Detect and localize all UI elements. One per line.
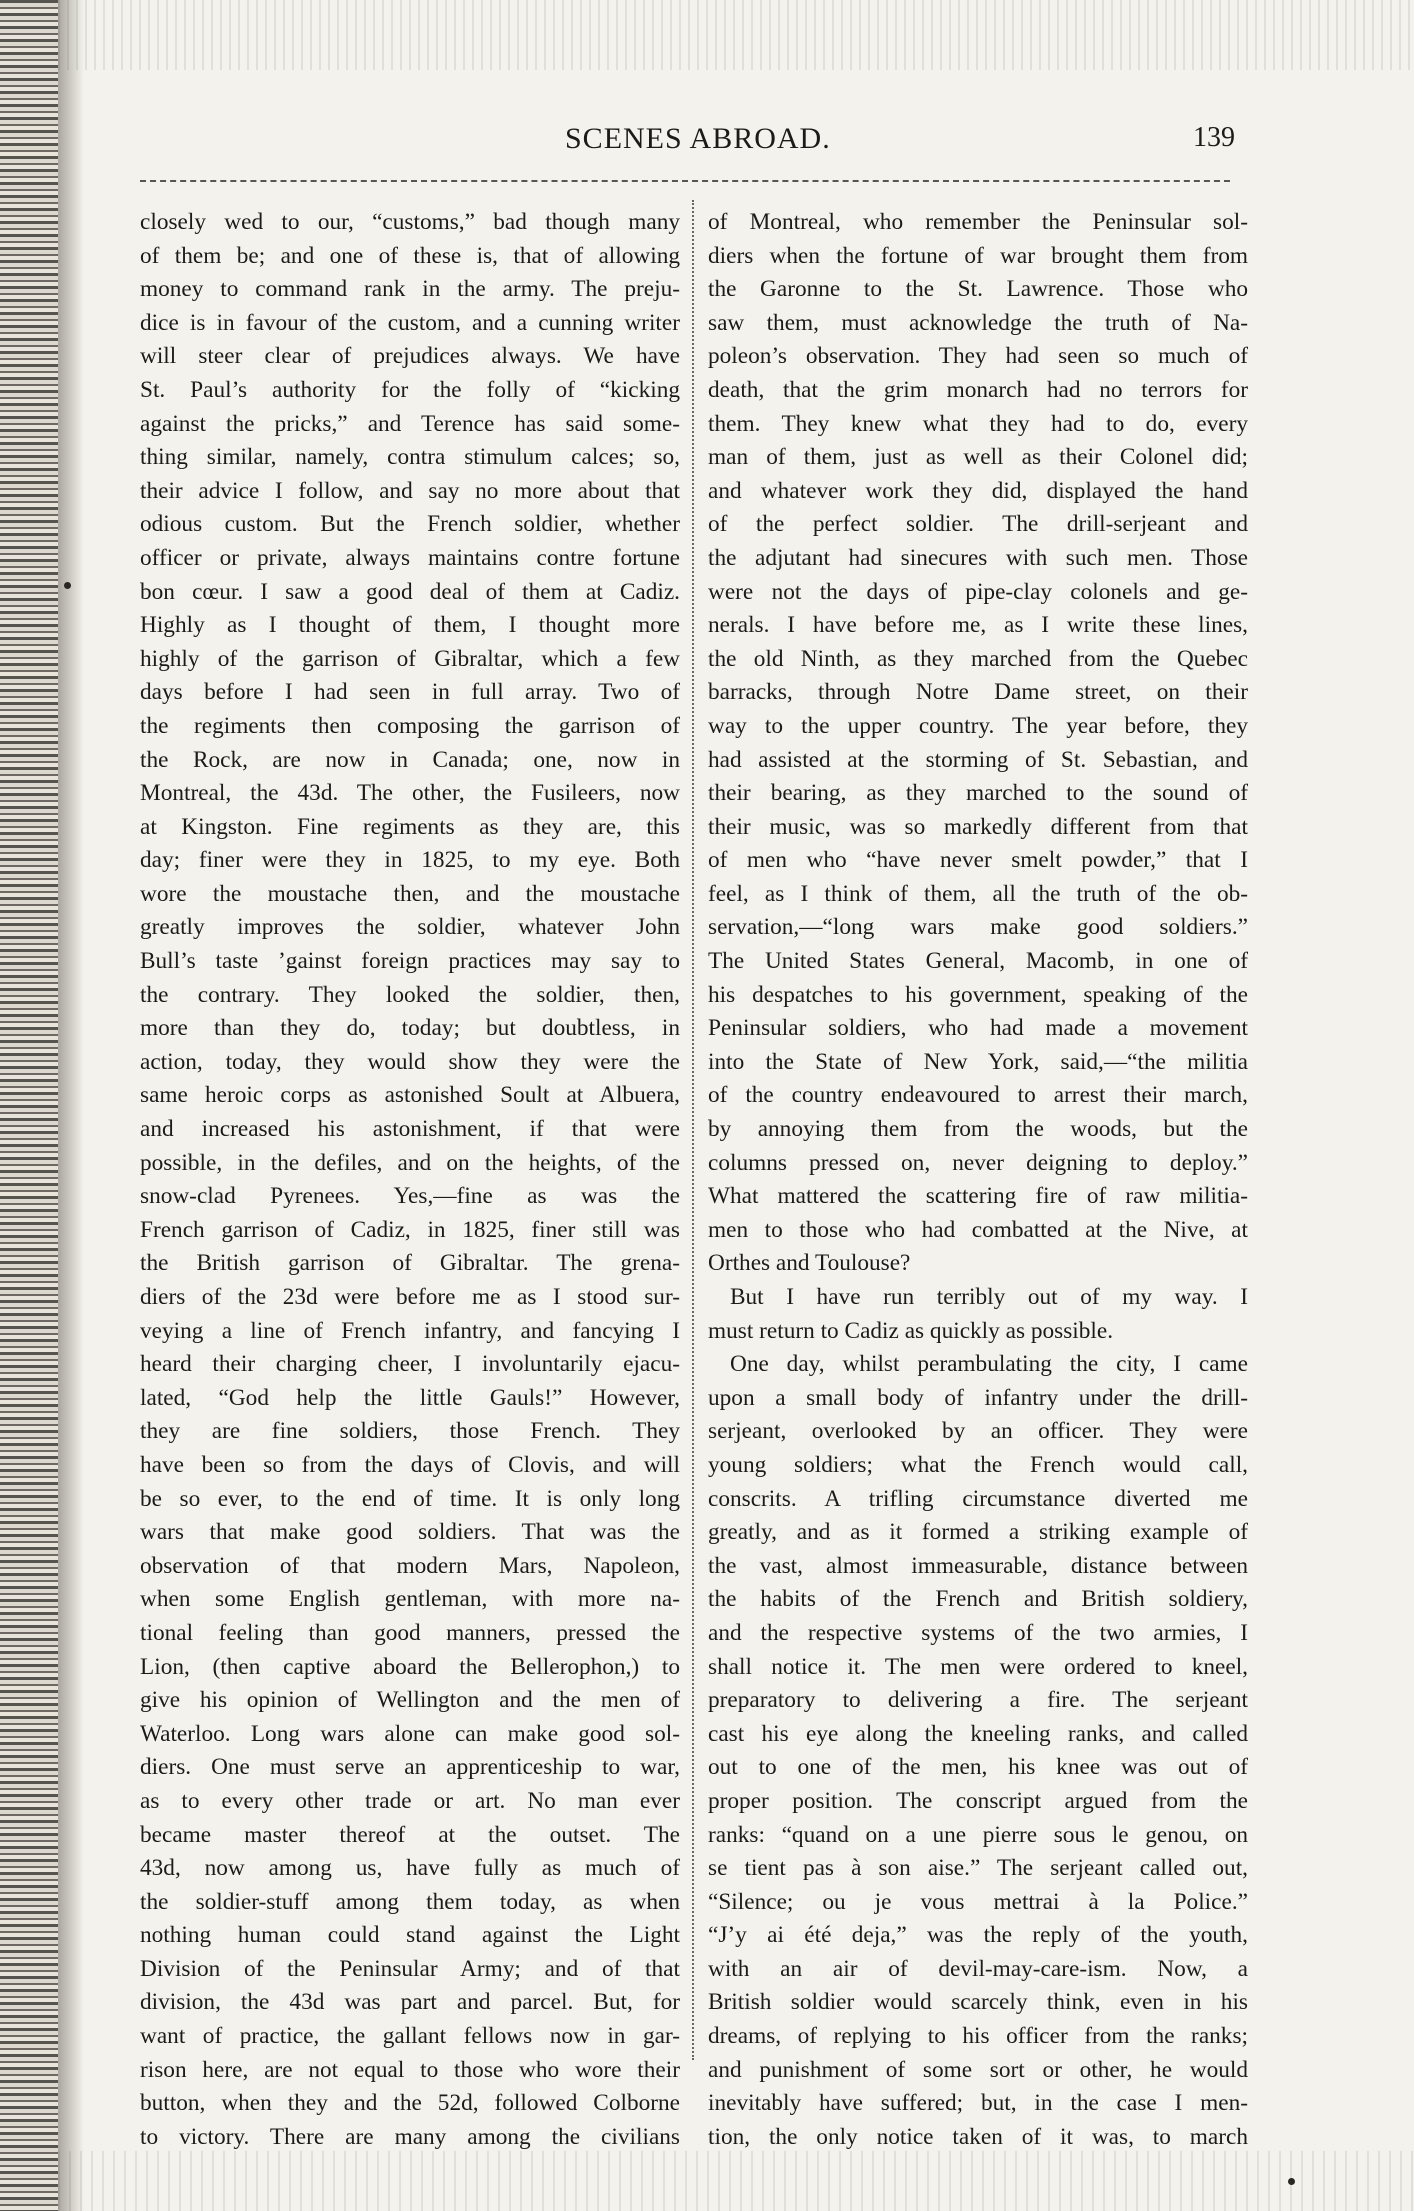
text-line: their advice I follow, and say no more about that	[140, 477, 680, 504]
text-line: dreams, of replying to his officer from the ranks;	[708, 2023, 1248, 2050]
text-line: bon cœur. I saw a good deal of them at Cadiz.	[140, 578, 680, 605]
text-line: highly of the garrison of Gibraltar, which a few	[140, 645, 680, 672]
text-line: his despatches to his government, speaking of the	[708, 981, 1248, 1008]
text-line: by annoying them from the woods, but the	[708, 1116, 1248, 1143]
text-line: of them be; and one of these is, that of allowing	[140, 242, 680, 269]
text-line: saw them, must acknowledge the truth of Na-	[708, 309, 1248, 336]
text-line: to victory. There are many among the civilians	[140, 2123, 680, 2150]
scan-speck	[1288, 2178, 1295, 2185]
text-line: The United States General, Macomb, in one of	[708, 948, 1248, 975]
text-line: shall notice it. The men were ordered to kneel,	[708, 1653, 1248, 1680]
text-line: death, that the grim monarch had no terrors for	[708, 376, 1248, 403]
text-line: feel, as I think of them, all the truth of the ob-	[708, 880, 1248, 907]
text-line: wars that make good soldiers. That was the	[140, 1519, 680, 1546]
text-line: upon a small body of infantry under the drill-	[708, 1384, 1248, 1411]
text-line: preparatory to delivering a fire. The serjeant	[708, 1687, 1248, 1714]
text-line: and increased his astonishment, if that were	[140, 1116, 680, 1143]
text-line: cast his eye along the kneeling ranks, and called	[708, 1720, 1248, 1747]
page-header	[135, 122, 1235, 166]
text-line: with an air of devil-may-care-ism. Now, a	[708, 1955, 1248, 1982]
text-line: the Garonne to the St. Lawrence. Those who	[708, 276, 1248, 303]
text-line: odious custom. But the French soldier, whether	[140, 511, 680, 538]
text-line: lated, “God help the little Gauls!” However,	[140, 1384, 680, 1411]
text-line: Highly as I thought of them, I thought more	[140, 612, 680, 639]
text-line: ranks: “quand on a une pierre sous le genou, on	[708, 1821, 1248, 1848]
text-line: had assisted at the storming of St. Sebastian, and	[708, 746, 1248, 773]
text-line: button, when they and the 52d, followed Colborne	[140, 2090, 680, 2117]
text-line: their music, was so markedly different from that	[708, 813, 1248, 840]
page-number: 139	[1193, 122, 1235, 153]
text-line: nerals. I have before me, as I write these lines,	[708, 612, 1248, 639]
text-line: officer or private, always maintains contre fortune	[140, 544, 680, 571]
text-line: British soldier would scarcely think, even in his	[708, 1989, 1248, 2016]
text-line: same heroic corps as astonished Soult at Albuera,	[140, 1082, 680, 1109]
text-line: will steer clear of prejudices always. We have	[140, 343, 680, 370]
text-line: day; finer were they in 1825, to my eye. Both	[140, 847, 680, 874]
text-line: give his opinion of Wellington and the men of	[140, 1687, 680, 1714]
text-line: serjeant, overlooked by an officer. They were	[708, 1418, 1248, 1445]
text-line: closely wed to our, “customs,” bad though many	[140, 209, 680, 235]
text-line: have been so from the days of Clovis, and will	[140, 1451, 680, 1478]
text-line: of men who “have never smelt powder,” that I	[708, 847, 1248, 874]
text-line: they are fine soldiers, those French. They	[140, 1418, 680, 1445]
text-line: “Silence; ou je vous mettrai à la Police.”	[708, 1888, 1248, 1915]
text-line: must return to Cadiz as quickly as possible.	[708, 1317, 1114, 1344]
text-line: possible, in the defiles, and on the heights, of the	[140, 1149, 680, 1176]
text-line: diers of the 23d were before me as I stood sur-	[140, 1284, 680, 1310]
text-line: inevitably have suffered; but, in the case I men-	[708, 2090, 1248, 2117]
text-line: se tient pas à son aise.” The serjeant called out,	[708, 1855, 1248, 1882]
text-line: want of practice, the gallant fellows now in gar-	[140, 2023, 680, 2050]
text-line: and the respective systems of the two armies, I	[708, 1619, 1248, 1646]
text-line: out to one of the men, his knee was out of	[708, 1754, 1248, 1781]
text-line: and punishment of some sort or other, he would	[708, 2056, 1248, 2083]
text-line: Division of the Peninsular Army; and of that	[140, 1955, 680, 1982]
text-line: of the perfect soldier. The drill-serjeant and	[708, 511, 1248, 538]
running-head: SCENES ABROAD.	[565, 122, 831, 155]
text-line: observation of that modern Mars, Napoleon,	[140, 1552, 680, 1579]
text-line: servation,—“long wars make good soldiers.”	[708, 914, 1248, 941]
text-line: against the pricks,” and Terence has said some-	[140, 410, 680, 437]
text-line: their bearing, as they marched to the sound of	[708, 780, 1248, 807]
text-line: and whatever work they did, displayed the hand	[708, 477, 1248, 504]
book-binding-edge	[0, 0, 58, 2211]
text-line: poleon’s observation. They had seen so much of	[708, 343, 1248, 370]
gutter-shadow	[58, 0, 84, 2211]
text-line: the British garrison of Gibraltar. The grena-	[140, 1250, 680, 1277]
text-line: more than they do, today; but doubtless, in	[140, 1015, 680, 1042]
header-rule	[140, 180, 1230, 182]
text-line: the old Ninth, as they marched from the Quebec	[708, 645, 1248, 672]
text-line: thing similar, namely, contra stimulum calces; so,	[140, 444, 680, 471]
text-line: be so ever, to the end of time. It is only long	[140, 1485, 680, 1512]
text-line: were not the days of pipe-clay colonels and ge-	[708, 578, 1248, 605]
text-line: men to those who had combatted at the Nive, at	[708, 1216, 1248, 1243]
text-line: division, the 43d was part and parcel. But, for	[140, 1989, 680, 2016]
text-line: the vast, almost immeasurable, distance between	[708, 1552, 1248, 1579]
text-line: Orthes and Toulouse?	[708, 1250, 911, 1277]
text-line: Montreal, the 43d. The other, the Fusileers, now	[140, 780, 680, 807]
text-line: heard their charging cheer, I involuntarily ejacu-	[140, 1351, 680, 1378]
text-line: diers. One must serve an apprenticeship to war,	[140, 1754, 680, 1781]
text-line: action, today, they would show they were the	[140, 1048, 680, 1075]
text-line: barracks, through Notre Dame street, on their	[708, 679, 1248, 706]
text-line: the contrary. They looked the soldier, then,	[140, 981, 680, 1008]
text-line: But I have run terribly out of my way. I	[730, 1284, 1248, 1310]
text-line: tion, the only notice taken of it was, to march	[708, 2123, 1248, 2150]
text-line: proper position. The conscript argued from the	[708, 1787, 1248, 1814]
scan-noise-bottom	[58, 2151, 1414, 2211]
text-line: the soldier-stuff among them today, as when	[140, 1888, 680, 1915]
text-line: of the country endeavoured to arrest their march,	[708, 1082, 1248, 1109]
text-line: became master thereof at the outset. The	[140, 1821, 680, 1848]
text-line: One day, whilst perambulating the city, I came	[730, 1351, 1248, 1378]
text-line: veying a line of French infantry, and fancying I	[140, 1317, 680, 1344]
text-line: them. They knew what they had to do, every	[708, 410, 1248, 437]
text-line: the Rock, are now in Canada; one, now in	[140, 746, 680, 773]
text-line: way to the upper country. The year before, they	[708, 712, 1248, 739]
text-line: Lion, (then captive aboard the Bellerophon,) to	[140, 1653, 680, 1680]
text-line: days before I had seen in full array. Two of	[140, 679, 680, 706]
text-line: Waterloo. Long wars alone can make good sol-	[140, 1720, 680, 1747]
text-line: nothing human could stand against the Light	[140, 1922, 680, 1949]
text-line: “J’y ai été deja,” was the reply of the youth,	[708, 1922, 1248, 1949]
text-line: the adjutant had sinecures with such men. Those	[708, 544, 1248, 571]
text-line: man of them, just as well as their Colonel did;	[708, 444, 1248, 471]
text-line: the regiments then composing the garrison of	[140, 712, 680, 739]
text-line: greatly, and as it formed a striking example of	[708, 1519, 1248, 1546]
text-line: as to every other trade or art. No man ever	[140, 1787, 680, 1814]
text-line: St. Paul’s authority for the folly of “kicking	[140, 376, 680, 403]
text-line: money to command rank in the army. The preju-	[140, 276, 680, 303]
text-line: snow-clad Pyrenees. Yes,—fine as was the	[140, 1183, 680, 1210]
text-line: the habits of the French and British soldiery,	[708, 1586, 1248, 1613]
text-line: young soldiers; what the French would call,	[708, 1451, 1248, 1478]
text-line: French garrison of Cadiz, in 1825, finer still was	[140, 1216, 680, 1243]
scan-noise-top	[58, 0, 1414, 70]
scan-speck	[64, 582, 71, 589]
column-divider	[692, 200, 694, 2060]
text-line: diers when the fortune of war brought them from	[708, 242, 1248, 269]
text-line: tional feeling than good manners, pressed the	[140, 1619, 680, 1646]
text-line: Bull’s taste ’gainst foreign practices may say to	[140, 948, 680, 975]
text-line: columns pressed on, never deigning to deploy.”	[708, 1149, 1248, 1176]
text-line: wore the moustache then, and the moustache	[140, 880, 680, 907]
text-line: 43d, now among us, have fully as much of	[140, 1855, 680, 1882]
text-line: of Montreal, who remember the Peninsular sol-	[708, 209, 1248, 235]
text-line: when some English gentleman, with more na-	[140, 1586, 680, 1613]
text-line: at Kingston. Fine regiments as they are, this	[140, 813, 680, 840]
text-line: What mattered the scattering fire of raw militia-	[708, 1183, 1248, 1210]
text-line: conscrits. A trifling circumstance diverted me	[708, 1485, 1248, 1512]
right-text-column	[708, 206, 1248, 2154]
text-line: greatly improves the soldier, whatever John	[140, 914, 680, 941]
text-line: into the State of New York, said,—“the militia	[708, 1048, 1248, 1075]
text-line: Peninsular soldiers, who had made a movement	[708, 1015, 1248, 1042]
text-line: rison here, are not equal to those who wore their	[140, 2056, 680, 2083]
text-line: dice is in favour of the custom, and a cunning writer	[140, 309, 680, 336]
left-text-column	[140, 206, 680, 2154]
